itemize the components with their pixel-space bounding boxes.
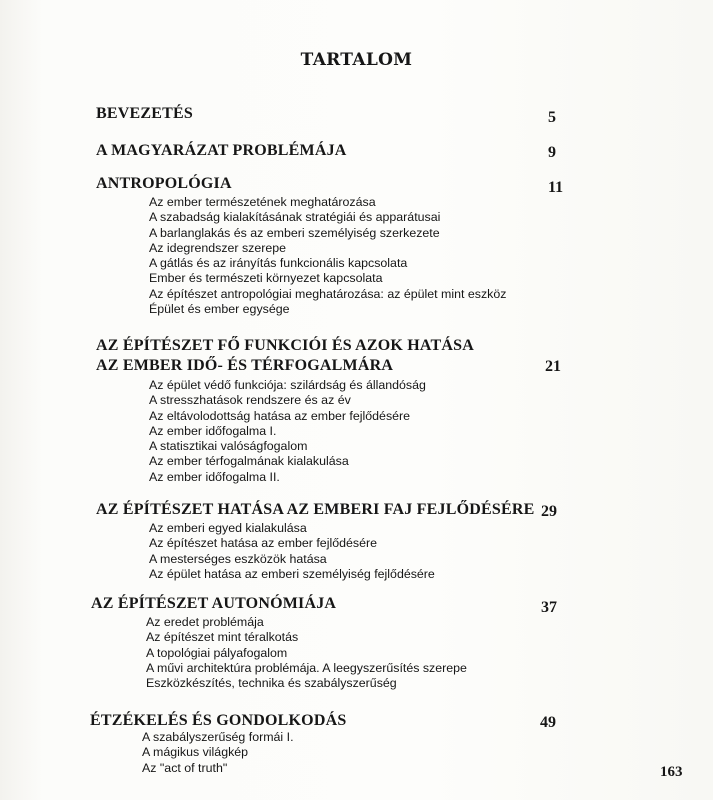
section-heading-line: A MAGYARÁZAT PROBLÉMÁJA <box>96 142 347 159</box>
subsection-item: A szabadság kialakításának stratégiái és apparátusai <box>149 210 441 225</box>
section-heading <box>96 500 534 520</box>
subsection-item: Az eltávolodottság hatása az ember fejlődésére <box>149 408 411 423</box>
subsection-item: Az építészet mint téralkotás <box>146 630 299 645</box>
section-heading-line: AZ ÉPÍTÉSZET AUTONÓMIÁJA <box>91 595 337 612</box>
subsection-list <box>142 730 294 776</box>
subsection-item: Az "act of truth" <box>142 760 228 775</box>
subsection-item: Ember és természeti környezet kapcsolata <box>149 271 383 286</box>
subsection-item: Az ember időfogalma I. <box>149 423 277 438</box>
subsection-item: A művi architektúra problémája. A leegyszerűsítés szerepe <box>146 660 467 675</box>
section-page-number: 9 <box>548 144 556 161</box>
section-page-number: 49 <box>540 714 556 731</box>
subsection-item: Az emberi egyed kialakulása <box>149 521 307 535</box>
section-heading-line: ÉTZÉKELÉS ÉS GONDOLKODÁS <box>90 712 347 729</box>
subsection-item: A gátlás és az irányítás funkcionális kapcsolata <box>149 256 408 271</box>
section-heading-line: BEVEZETÉS <box>96 105 193 122</box>
subsection-item: Az eredet problémája <box>146 615 264 629</box>
section-heading <box>91 594 336 614</box>
folio-page-number: 163 <box>660 764 683 780</box>
subsection-item: A topológiai pályafogalom <box>146 645 288 660</box>
section-heading-line: AZ EMBER IDŐ- ÉS TÉRFOGALMÁRA <box>96 357 394 374</box>
page-title: TARTALOM <box>300 50 413 70</box>
section-page-number: 29 <box>541 503 557 520</box>
subsection-item: Az idegrendszer szerepe <box>149 240 287 255</box>
subsection-list <box>149 195 506 317</box>
section-heading-line: AZ ÉPÍTÉSZET FŐ FUNKCIÓI ÉS AZOK HATÁSA <box>96 337 474 354</box>
section-heading <box>96 336 474 376</box>
subsection-list <box>149 521 435 582</box>
subsection-item: A barlanglakás és az emberi személyiség szerkezete <box>149 225 440 240</box>
subsection-item: A statisztikai valóságfogalom <box>149 439 308 454</box>
section-heading-line: ANTROPOLÓGIA <box>96 175 232 192</box>
section-page-number: 11 <box>548 179 564 196</box>
section-page-number: 5 <box>548 109 556 126</box>
subsection-list <box>149 378 426 485</box>
section-heading <box>90 711 346 731</box>
section-heading <box>96 174 232 194</box>
subsection-item: Eszközkészítés, technika és szabályszerűség <box>146 676 397 691</box>
section-page-number: 37 <box>541 599 557 616</box>
subsection-item: A mesterséges eszközök hatása <box>149 551 327 566</box>
subsection-item: Az épület védő funkciója: szilárdság és állandóság <box>149 378 426 392</box>
subsection-item: A stresszhatások rendszere és az év <box>149 393 351 408</box>
subsection-item: Az építészet hatása az ember fejlődésére <box>149 536 377 551</box>
section-heading <box>96 141 347 161</box>
subsection-item: Az épület hatása az emberi személyiség fejlődésére <box>149 566 435 581</box>
subsection-item: Az ember természetének meghatározása <box>149 195 376 209</box>
subsection-list <box>146 615 467 691</box>
subsection-item: Az ember időfogalma II. <box>149 469 280 484</box>
section-heading-line: AZ ÉPÍTÉSZET HATÁSA AZ EMBERI FAJ FEJLŐDÉSÉRE <box>96 501 535 518</box>
section-heading <box>96 104 193 124</box>
subsection-item: A szabályszerűség formái I. <box>142 730 294 744</box>
subsection-item: Épület és ember egysége <box>149 302 290 317</box>
subsection-item: Az ember térfogalmának kialakulása <box>149 454 349 469</box>
section-page-number: 21 <box>545 358 561 375</box>
subsection-item: Az építészet antropológiai meghatározása: az épület mint eszköz <box>149 286 507 301</box>
subsection-item: A mágikus világkép <box>142 745 249 760</box>
